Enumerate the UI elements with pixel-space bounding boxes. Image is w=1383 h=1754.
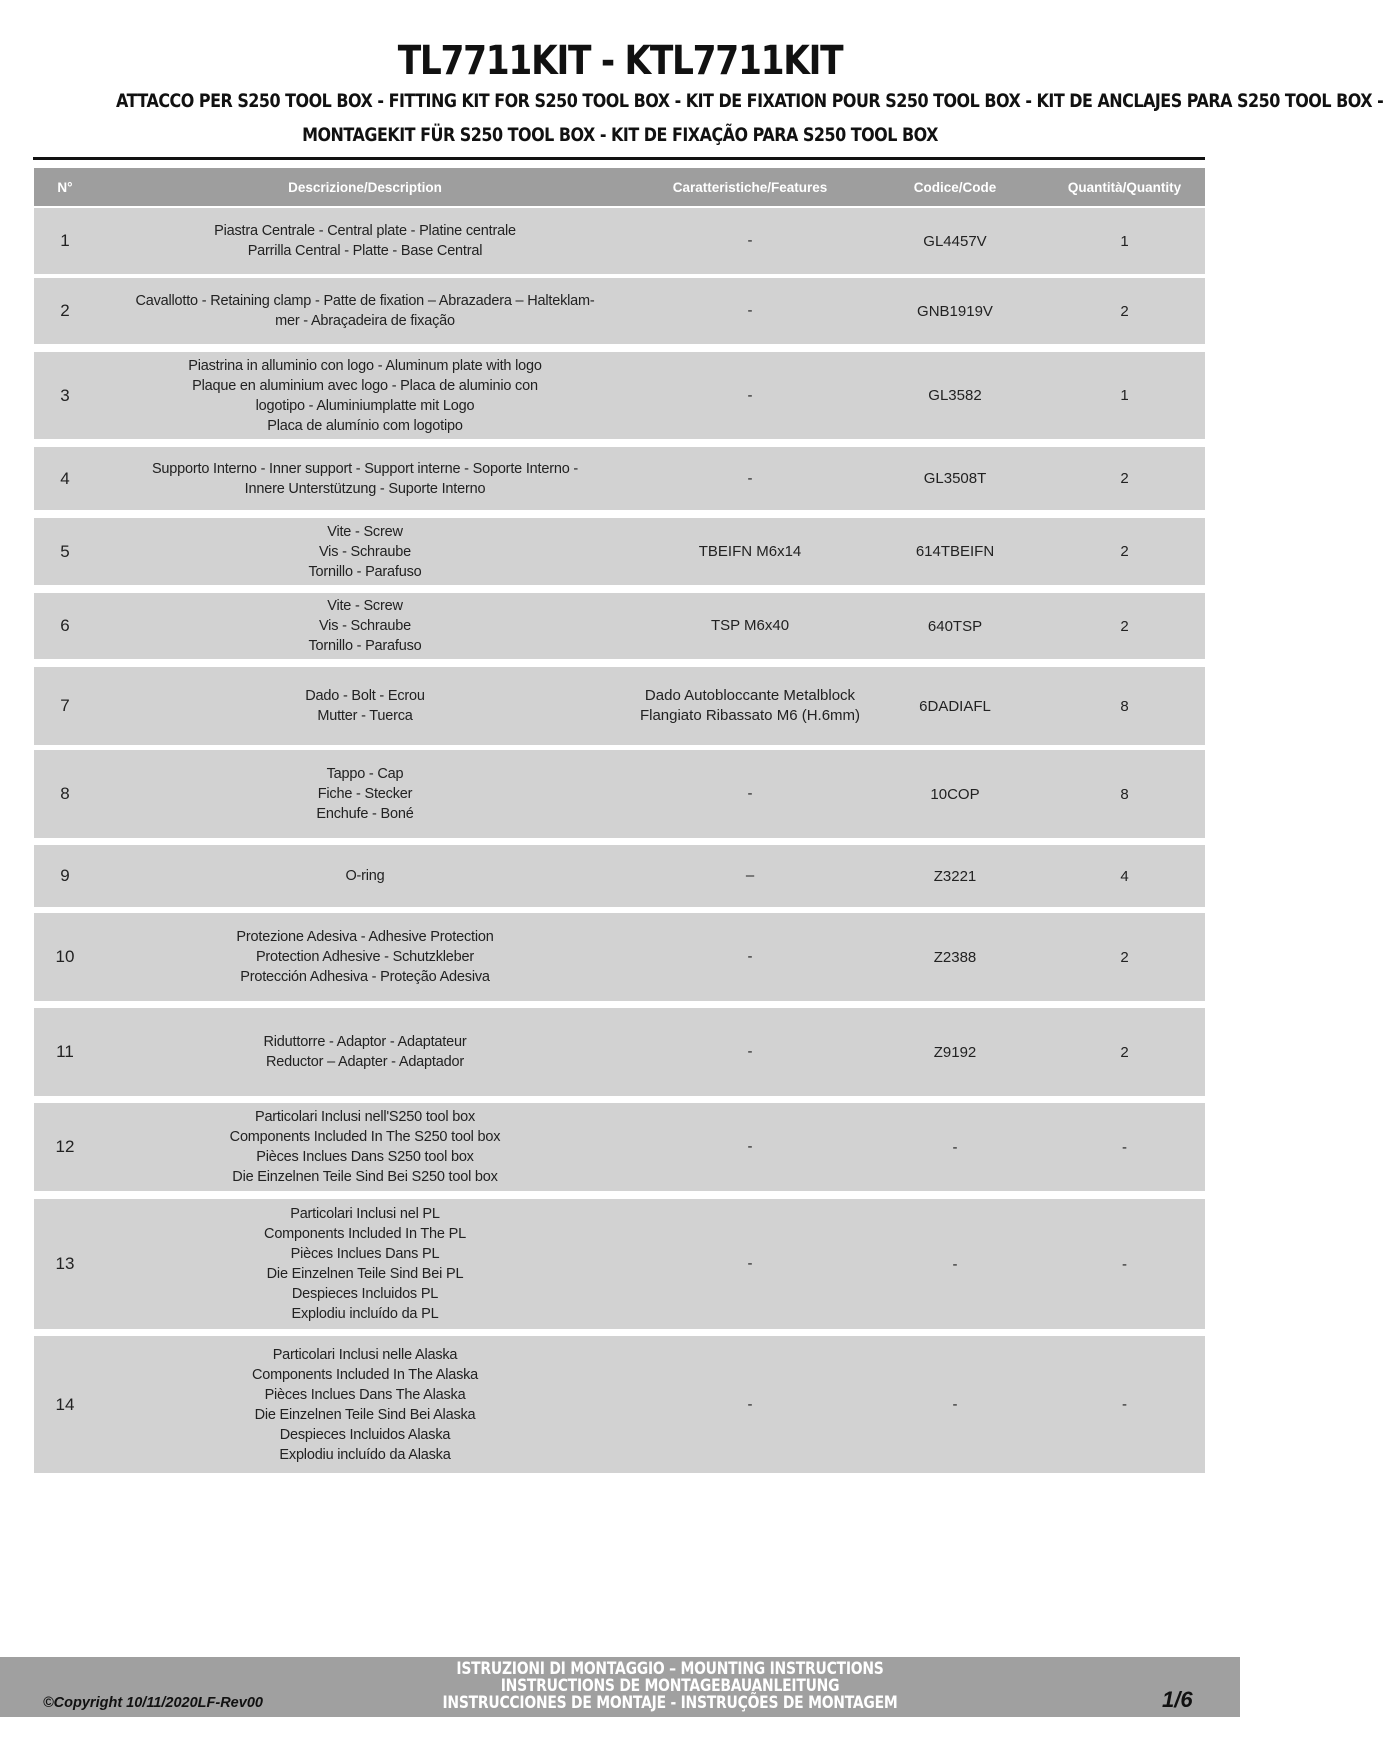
features-line: TSP M6x40 (710, 617, 790, 634)
row-quantity: 2 (1120, 470, 1129, 487)
row-code: 6DADIAFL (919, 697, 991, 715)
features-line: Dado Autobloccante Metalblock (644, 687, 856, 704)
instructions-line: INSTRUCCIONES DE MONTAJE - INSTRUÇÕES DE MONTAGEM (442, 1693, 898, 1713)
row-description (96, 208, 634, 274)
description-line: Piastrina in alluminio con logo - Aluminum plate with logo (188, 357, 542, 374)
row-description (96, 750, 634, 838)
row-number: 12 (55, 1137, 75, 1156)
subtitle-line-1: ATTACCO PER S250 TOOL BOX - FITTING KIT FOR S250 TOOL BOX - KIT DE FIXATION POUR S250 TOOL BOX - KIT DE ANCLAJES PARA S250 TOOL BOX - (116, 90, 1383, 112)
description-line: O-ring (345, 868, 385, 884)
page-number: 1/6 (1162, 1687, 1193, 1712)
row-code: 614TBEIFN (915, 543, 995, 560)
row-quantity: 2 (1120, 617, 1129, 635)
description-line: Pièces Inclues Dans The Alaska (264, 1386, 466, 1403)
description-line: Despieces Incluidos PL (291, 1286, 439, 1302)
row-number: 9 (60, 866, 70, 885)
row-code: Z9192 (933, 1043, 977, 1061)
row-number: 11 (56, 1042, 74, 1061)
row-quantity: 2 (1120, 543, 1129, 560)
features-line: - (747, 785, 753, 802)
row-quantity: 1 (1120, 232, 1129, 250)
instructions-line: INSTRUCTIONS DE MONTAGEBAUANLEITUNG (500, 1676, 840, 1696)
description-line: Vite - Screw (327, 598, 403, 614)
description-line: Tornillo - Parafuso (308, 563, 422, 580)
row-features (634, 750, 866, 838)
description-line: Despieces Incluidos Alaska (279, 1426, 451, 1443)
row-number: 2 (60, 301, 70, 320)
description-line: Die Einzelnen Teile Sind Bei S250 tool box (232, 1169, 498, 1185)
description-line: Placa de alumínio com logotipo (267, 417, 463, 434)
table-row (34, 1336, 1205, 1473)
row-description (96, 447, 634, 510)
title-divider (33, 157, 1205, 160)
row-description (96, 593, 634, 659)
features-line: – (745, 867, 755, 884)
row-code: 10COP (930, 785, 980, 803)
table-row (34, 1199, 1205, 1329)
description-line: Parrilla Central - Platte - Base Central (247, 243, 483, 259)
table-row (34, 447, 1205, 510)
description-line: Reductor – Adapter - Adaptador (266, 1054, 464, 1070)
features-line: Flangiato Ribassato M6 (H.6mm) (639, 707, 861, 724)
table-row (34, 593, 1205, 659)
row-quantity: 8 (1120, 785, 1129, 803)
row-features (634, 1336, 866, 1473)
copyright: ©Copyright 10/11/2020LF-Rev00 (43, 1695, 263, 1711)
description-line: Vis - Schraube (318, 543, 412, 560)
description-line: Plaque en aluminium avec logo - Placa de aluminio con (192, 377, 538, 394)
description-line: logotipo - Aluminiumplatte mit Logo (255, 397, 475, 414)
row-number: 8 (60, 784, 70, 803)
row-code: Z2388 (933, 948, 977, 966)
row-code: GL4457V (923, 232, 987, 250)
description-line: Vis - Schraube (318, 618, 412, 634)
row-number: 5 (60, 541, 70, 561)
description-line: mer - Abraçadeira de fixação (275, 313, 455, 329)
row-number: 10 (55, 947, 75, 966)
header-number: N° (57, 179, 73, 195)
row-features (634, 208, 866, 274)
description-line: Enchufe - Boné (316, 806, 414, 822)
table-row (34, 352, 1205, 439)
header-code: Codice/Code (913, 179, 997, 195)
row-description (96, 518, 634, 585)
description-line: Particolari Inclusi nell'S250 tool box (254, 1109, 476, 1125)
table-row (34, 845, 1205, 907)
description-line: Die Einzelnen Teile Sind Bei PL (266, 1266, 464, 1282)
header-quantity: Quantità/Quantity (1067, 179, 1182, 195)
description-line: Tappo - Cap (326, 766, 404, 782)
features-line: - (747, 1255, 753, 1272)
row-description (96, 1103, 634, 1191)
row-description (96, 913, 634, 1001)
description-line: Innere Unterstützung - Suporte Interno (244, 480, 486, 497)
description-line: Components Included In The PL (264, 1226, 466, 1242)
parts-table (34, 168, 1205, 1463)
row-features (634, 518, 866, 585)
row-features (634, 1103, 866, 1191)
description-line: Particolari Inclusi nel PL (290, 1206, 440, 1222)
description-line: Supporto Interno - Inner support - Support interne - Soporte Interno - (151, 460, 579, 477)
row-quantity: 4 (1120, 867, 1129, 885)
row-quantity: 2 (1120, 948, 1129, 966)
row-description (96, 278, 634, 344)
row-number: 3 (60, 385, 70, 405)
row-code: GL3508T (923, 470, 987, 487)
features-line: TBEIFN M6x14 (698, 542, 802, 560)
header-features: Caratteristiche/Features (672, 179, 828, 195)
row-code: - (952, 1396, 958, 1413)
description-line: Dado - Bolt - Ecrou (305, 688, 425, 704)
row-description (96, 352, 634, 439)
features-line: - (747, 386, 753, 404)
row-description (96, 1336, 634, 1473)
row-code: - (952, 1255, 958, 1273)
description-line: Riduttorre - Adaptor - Adaptateur (263, 1034, 467, 1050)
features-line: - (747, 302, 753, 319)
table-row (34, 913, 1205, 1001)
description-line: Piastra Centrale - Central plate - Platine centrale (214, 223, 516, 239)
row-number: 6 (60, 616, 70, 635)
row-features (634, 352, 866, 439)
row-number: 4 (60, 468, 70, 488)
subtitle-line-2: MONTAGEKIT FÜR S250 TOOL BOX - KIT DE FIXAÇÃO PARA S250 TOOL BOX (302, 124, 938, 146)
description-line: Die Einzelnen Teile Sind Bei Alaska (254, 1406, 476, 1423)
description-line: Components Included In The S250 tool box (229, 1129, 501, 1145)
features-line: - (747, 1395, 753, 1413)
description-line: Explodiu incluído da Alaska (279, 1446, 451, 1463)
table-row (34, 1103, 1205, 1191)
header-description: Descrizione/Description (288, 179, 442, 195)
description-line: Protección Adhesiva - Proteção Adesiva (240, 969, 490, 985)
row-features (634, 1199, 866, 1329)
features-line: - (747, 948, 753, 965)
table-row (34, 1008, 1205, 1096)
features-line: - (747, 469, 753, 487)
row-code: - (952, 1138, 958, 1156)
description-line: Components Included In The Alaska (251, 1366, 479, 1383)
description-line: Pièces Inclues Dans S250 tool box (256, 1149, 474, 1165)
description-line: Fiche - Stecker (317, 786, 413, 802)
table-row (34, 750, 1205, 838)
row-number: 13 (55, 1254, 75, 1273)
row-code: GL3582 (928, 387, 982, 404)
description-line: Tornillo - Parafuso (308, 638, 422, 654)
row-quantity: - (1122, 1396, 1127, 1413)
table-row (34, 667, 1205, 745)
row-description (96, 845, 634, 907)
table-row (34, 208, 1205, 274)
table-row (34, 278, 1205, 344)
row-number: 1 (60, 231, 70, 250)
row-number: 7 (60, 696, 70, 715)
row-features (634, 1008, 866, 1096)
row-code: GNB1919V (917, 302, 993, 320)
description-line: Vite - Screw (327, 523, 403, 540)
row-quantity: 8 (1120, 697, 1129, 715)
row-description (96, 667, 634, 745)
description-line: Mutter - Tuerca (317, 708, 413, 724)
row-quantity: 2 (1120, 302, 1129, 320)
instructions-line: ISTRUZIONI DI MONTAGGIO – MOUNTING INSTRUCTIONS (456, 1659, 884, 1679)
description-line: Cavallotto - Retaining clamp - Patte de fixation – Abrazadera – Halteklam- (135, 293, 595, 309)
row-quantity: 2 (1120, 1043, 1129, 1061)
row-features (634, 593, 866, 659)
row-features (634, 845, 866, 907)
features-line: - (747, 1043, 753, 1060)
row-number: 14 (55, 1394, 75, 1414)
row-code: Z3221 (933, 867, 977, 885)
row-features (634, 667, 866, 745)
features-line: - (747, 232, 753, 249)
mounting-instructions (424, 1661, 916, 1712)
table-row (34, 518, 1205, 585)
description-line: Pièces Inclues Dans PL (290, 1246, 440, 1262)
description-line: Protection Adhesive - Schutzkleber (255, 949, 475, 965)
row-features (634, 913, 866, 1001)
description-line: Explodiu incluído da PL (291, 1306, 439, 1322)
row-features (634, 447, 866, 510)
row-code: 640TSP (927, 617, 983, 635)
row-quantity: 1 (1120, 387, 1129, 404)
document-title: TL7711KIT - KTL7711KIT (397, 38, 843, 84)
row-features (634, 278, 866, 344)
features-line: - (747, 1138, 753, 1155)
description-line: Protezione Adesiva - Adhesive Protection (236, 929, 494, 945)
row-description (96, 1008, 634, 1096)
row-description (96, 1199, 634, 1329)
row-quantity: - (1122, 1138, 1127, 1156)
table-header (34, 168, 1205, 206)
description-line: Particolari Inclusi nelle Alaska (272, 1346, 458, 1363)
row-quantity: - (1122, 1255, 1127, 1273)
footer-bar (0, 1657, 1240, 1717)
